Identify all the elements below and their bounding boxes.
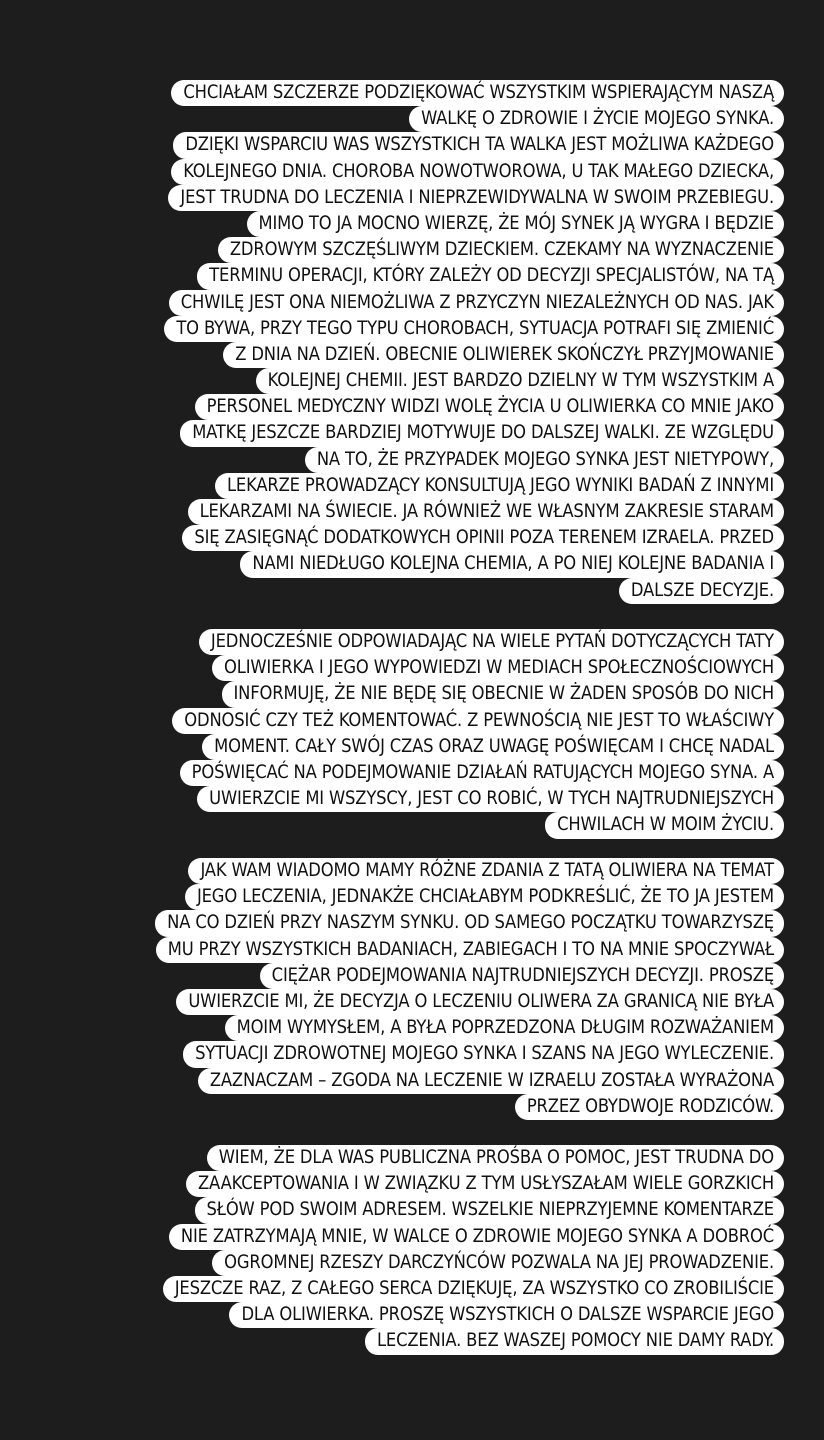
text-line: PERSONEL MEDYCZNY WIDZI WOLĘ ŻYCIA U OLIWIERKA CO MNIE JAKO bbox=[195, 394, 784, 420]
text-line: MOMENT. CAŁY SWÓJ CZAS ORAZ UWAGĘ POŚWIĘCAM I CHCĘ NADAL bbox=[202, 734, 784, 760]
text-line: SYTUACJI ZDROWOTNEJ MOJEGO SYNKA I SZANS NA JEGO WYLECZENIE. bbox=[183, 1041, 784, 1067]
text-line: POŚWIĘCAĆ NA PODEJMOWANIE DZIAŁAŃ RATUJĄCYCH MOJEGO SYNA. A bbox=[180, 760, 784, 786]
text-line: PRZEZ OBYDWOJE RODZICÓW. bbox=[515, 1094, 784, 1120]
text-line: NA TO, ŻE PRZYPADEK MOJEGO SYNKA JEST NIETYPOWY, bbox=[305, 447, 784, 473]
text-line: JEGO LECZENIA, JEDNAKŻE CHCIAŁABYM PODKREŚLIĆ, ŻE TO JA JESTEM bbox=[185, 884, 784, 910]
text-line: JEDNOCZEŚNIE ODPOWIADAJĄC NA WIELE PYTAŃ DOTYCZĄCYCH TATY bbox=[199, 629, 784, 655]
text-line: UWIERZCIE MI, ŻE DECYZJA O LECZENIU OLIWERA ZA GRANICĄ NIE BYŁA bbox=[176, 989, 784, 1015]
paragraph-2 bbox=[40, 629, 784, 839]
text-line: SIĘ ZASIĘGNĄĆ DODATKOWYCH OPINII POZA TERENEM IZRAELA. PRZED bbox=[182, 525, 784, 551]
text-line: ZDROWYM SZCZĘŚLIWYM DZIECKIEM. CZEKAMY NA WYZNACZENIE bbox=[218, 237, 784, 263]
paragraph-4 bbox=[40, 1145, 784, 1355]
text-line: TERMINU OPERACJI, KTÓRY ZALEŻY OD DECYZJI SPECJALISTÓW, NA TĄ bbox=[197, 263, 784, 289]
text-line: LEKARZE PROWADZĄCY KONSULTUJĄ JEGO WYNIKI BADAŃ Z INNYMI bbox=[215, 473, 784, 499]
text-line: Z DNIA NA DZIEŃ. OBECNIE OLIWIEREK SKOŃCZYŁ PRZYJMOWANIE bbox=[223, 342, 784, 368]
text-line: JEST TRUDNA DO LECZENIA I NIEPRZEWIDYWALNA W SWOIM PRZEBIEGU. bbox=[168, 185, 784, 211]
text-line: ZAAKCEPTOWANIA I W ZWIĄZKU Z TYM USŁYSZAŁAM WIELE GORZKICH bbox=[186, 1171, 784, 1197]
text-line: JESZCZE RAZ, Z CAŁEGO SERCA DZIĘKUJĘ, ZA WSZYSTKO CO ZROBILIŚCIE bbox=[163, 1276, 784, 1302]
text-line: ODNOSIĆ CZY TEŻ KOMENTOWAĆ. Z PEWNOŚCIĄ NIE JEST TO WŁAŚCIWY bbox=[172, 708, 784, 734]
text-line: UWIERZCIE MI WSZYSCY, JEST CO ROBIĆ, W TYCH NAJTRUDNIEJSZYCH bbox=[197, 786, 784, 812]
text-line: CHWILACH W MOIM ŻYCIU. bbox=[545, 812, 784, 838]
text-line: MATKĘ JESZCZE BARDZIEJ MOTYWUJE DO DALSZEJ WALKI. ZE WZGLĘDU bbox=[180, 420, 784, 446]
text-line: OLIWIERKA I JEGO WYPOWIEDZI W MEDIACH SPOŁECZNOŚCIOWYCH bbox=[212, 655, 784, 681]
paragraph-1 bbox=[40, 80, 784, 604]
text-line: MIMO TO JA MOCNO WIERZĘ, ŻE MÓJ SYNEK JĄ WYGRA I BĘDZIE bbox=[247, 211, 784, 237]
text-line: OGROMNEJ RZESZY DARCZYŃCÓW POZWALA NA JEJ PROWADZENIE. bbox=[212, 1250, 784, 1276]
text-line: LEKARZAMI NA ŚWIECIE. JA RÓWNIEŻ WE WŁASNYM ZAKRESIE STARAM bbox=[188, 499, 784, 525]
paragraph-3 bbox=[40, 858, 784, 1120]
text-line: DALSZE DECYZJE. bbox=[619, 578, 784, 604]
text-line: SŁÓW POD SWOIM ADRESEM. WSZELKIE NIEPRZYJEMNE KOMENTARZE bbox=[195, 1197, 784, 1223]
text-line: NIE ZATRZYMAJĄ MNIE, W WALCE O ZDROWIE MOJEGO SYNKA A DOBROĆ bbox=[169, 1224, 784, 1250]
text-line: KOLEJNEJ CHEMII. JEST BARDZO DZIELNY W TYM WSZYSTKIM A bbox=[256, 368, 784, 394]
text-line: WALKĘ O ZDROWIE I ŻYCIE MOJEGO SYNKA. bbox=[409, 106, 784, 132]
text-line: NAMI NIEDŁUGO KOLEJNA CHEMIA, A PO NIEJ KOLEJNE BADANIA I bbox=[240, 551, 784, 577]
text-line: WIEM, ŻE DLA WAS PUBLICZNA PROŚBA O POMOC, JEST TRUDNA DO bbox=[207, 1145, 784, 1171]
text-line: DLA OLIWIERKA. PROSZĘ WSZYSTKICH O DALSZE WSPARCIE JEGO bbox=[229, 1302, 784, 1328]
text-line: MOIM WYMYSŁEM, A BYŁA POPRZEDZONA DŁUGIM ROZWAŻANIEM bbox=[225, 1015, 784, 1041]
text-line: MU PRZY WSZYSTKICH BADANIACH, ZABIEGACH I TO NA MNIE SPOCZYWAŁ bbox=[156, 937, 784, 963]
text-line: ZAZNACZAM – ZGODA NA LECZENIE W IZRAELU ZOSTAŁA WYRAŻONA bbox=[198, 1068, 784, 1094]
text-line: CHCIAŁAM SZCZERZE PODZIĘKOWAĆ WSZYSTKIM WSPIERAJĄCYM NASZĄ bbox=[171, 80, 784, 106]
text-line: NA CO DZIEŃ PRZY NASZYM SYNKU. OD SAMEGO POCZĄTKU TOWARZYSZĘ bbox=[155, 910, 784, 936]
text-line: CHWILĘ JEST ONA NIEMOŻLIWA Z PRZYCZYN NIEZALEŻNYCH OD NAS. JAK bbox=[169, 290, 784, 316]
text-line: INFORMUJĘ, ŻE NIE BĘDĘ SIĘ OBECNIE W ŻADEN SPOSÓB DO NICH bbox=[222, 681, 785, 707]
text-line: TO BYWA, PRZY TEGO TYPU CHOROBACH, SYTUACJA POTRAFI SIĘ ZMIENIĆ bbox=[164, 316, 784, 342]
text-line: LECZENIA. BEZ WASZEJ POMOCY NIE DAMY RADY. bbox=[365, 1328, 784, 1354]
text-line: DZIĘKI WSPARCIU WAS WSZYSTKICH TA WALKA JEST MOŻLIWA KAŻDEGO bbox=[173, 132, 784, 158]
text-line: JAK WAM WIADOMO MAMY RÓŻNE ZDANIA Z TATĄ OLIWIERA NA TEMAT bbox=[188, 858, 784, 884]
text-line: KOLEJNEGO DNIA. CHOROBA NOWOTWOROWA, U TAK MAŁEGO DZIECKA, bbox=[171, 159, 784, 185]
text-line: CIĘŻAR PODEJMOWANIA NAJTRUDNIEJSZYCH DECYZJI. PROSZĘ bbox=[260, 963, 784, 989]
